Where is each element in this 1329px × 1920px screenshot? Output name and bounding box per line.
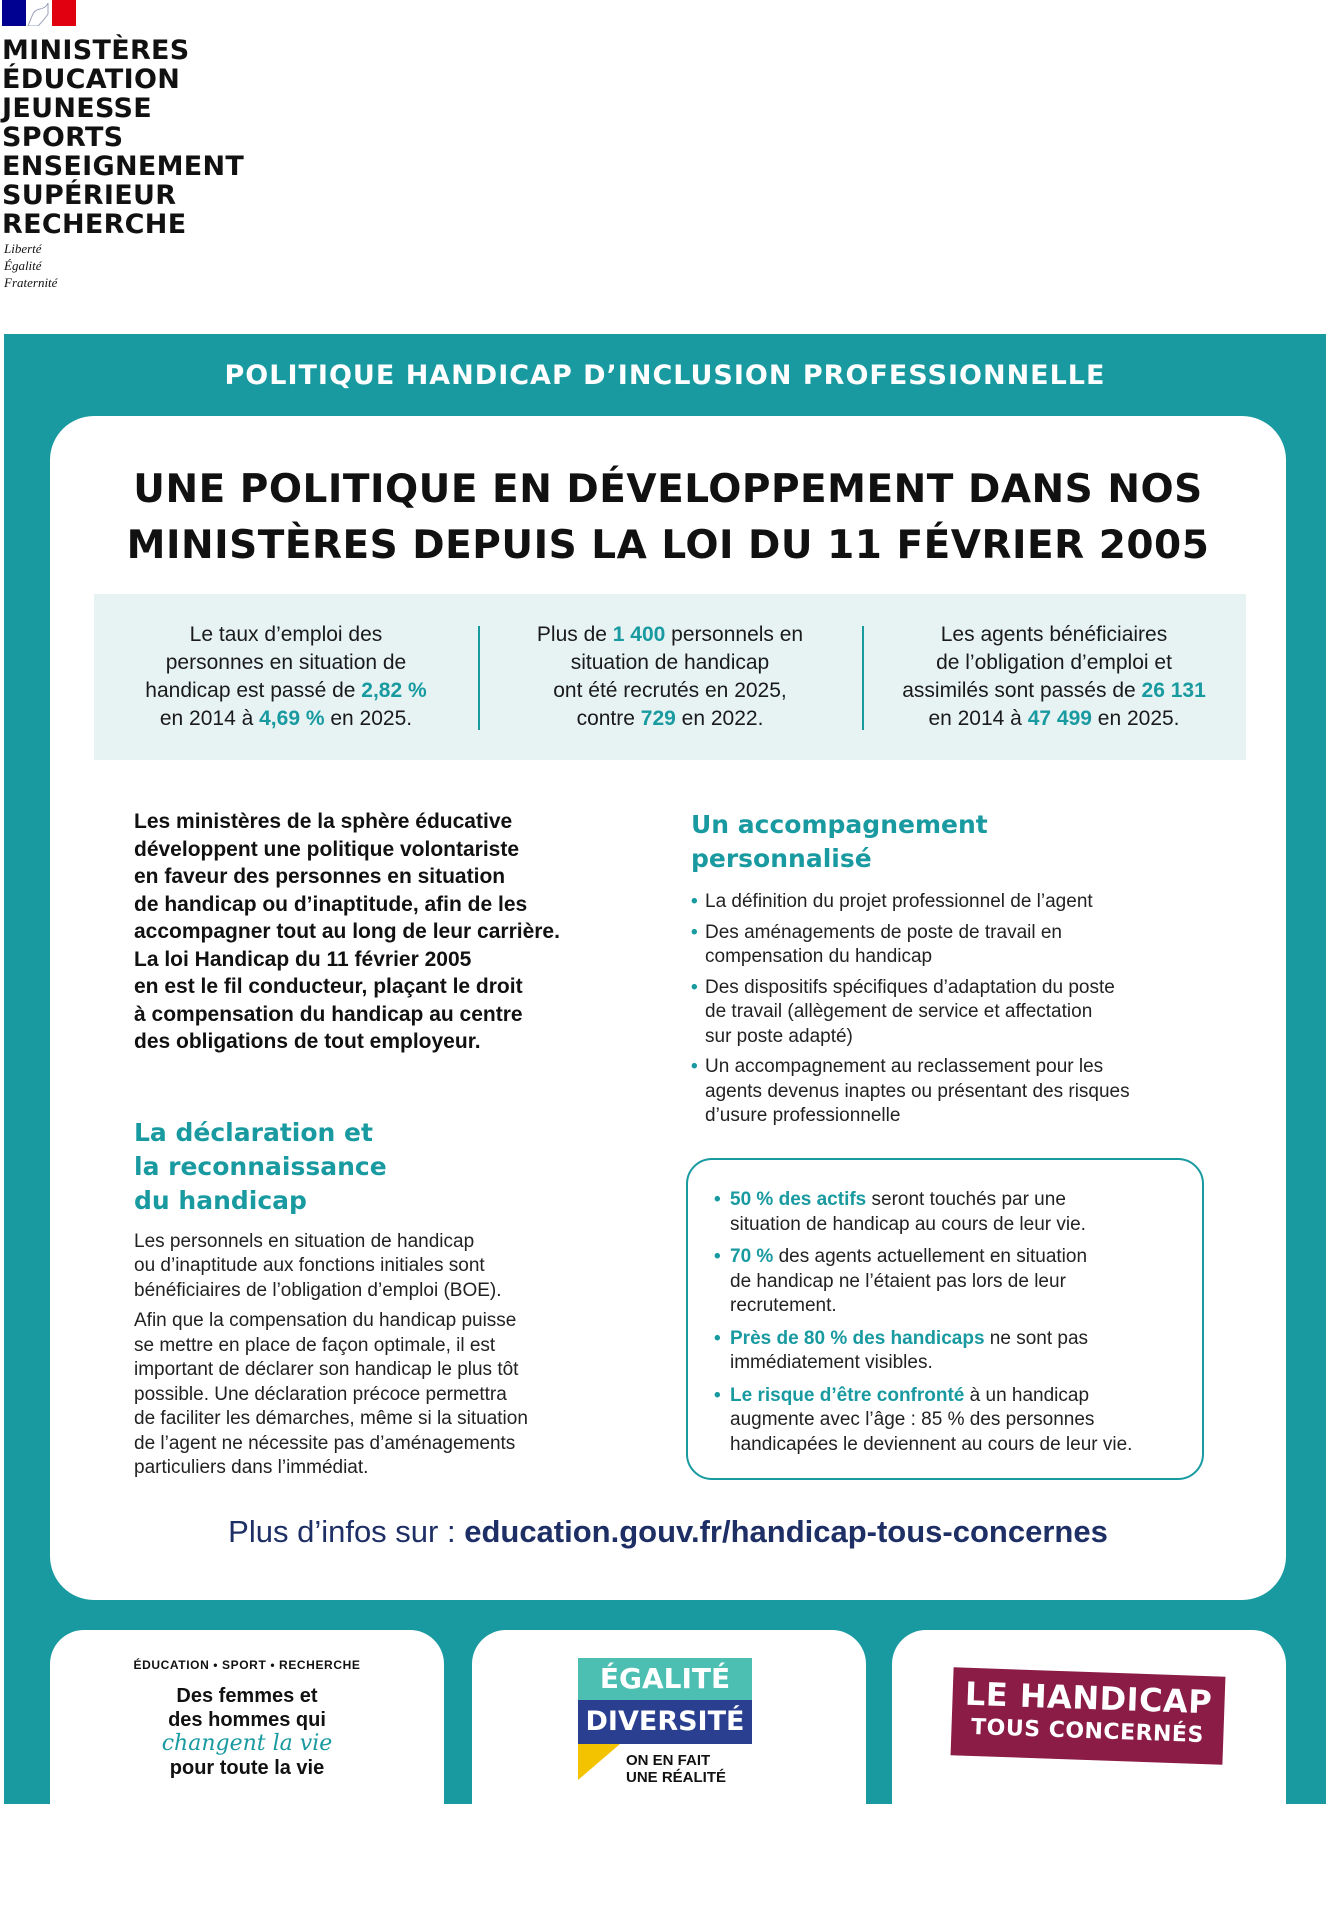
- accompaniment-list: [691, 890, 1251, 1129]
- stats-panel: [94, 594, 1246, 760]
- esr-logo-card: [50, 1630, 444, 1804]
- more-info: [50, 1514, 1286, 1550]
- declaration-paragraph-2: Afin que la compensation du handicap puisse se mettre en place de façon optimale, il est important de déclarer son handicap le plus tôt possible. Une déclaration précoce permettra de faciliter les démarches, même si la situation de l’agent ne nécessite pas d’aménagements particuliers dans l’immédiat.: [134, 1310, 528, 1478]
- accompaniment-title: Un accompagnement personnalisé: [691, 810, 988, 873]
- egalite-subtitle: ON EN FAIT UNE RÉALITÉ: [626, 1752, 727, 1786]
- handicap-logo-card: [892, 1630, 1286, 1804]
- list-item: • Un accompagnement au reclassement pour les agents devenus inaptes ou présentant des risques d’usure professionnelle: [691, 1055, 1251, 1129]
- declaration-paragraph-1: Les personnels en situation de handicap ou d’inaptitude aux fonctions initiales sont bénéficiaires de l’obligation d’emploi (BOE).: [134, 1230, 502, 1301]
- esr-slogan: Des femmes et des hommes qui changent la vie pour toute la vie: [161, 1685, 333, 1779]
- fact-item: • Près de 80 % des handicaps ne sont pas immédiatement visibles.: [714, 1327, 1202, 1376]
- esr-tagline: ÉDUCATION • SPORT • RECHERCHE: [133, 1658, 361, 1672]
- right-column: [691, 808, 1251, 1135]
- more-info-link[interactable]: education.gouv.fr/handicap-tous-concernes: [464, 1514, 1108, 1549]
- egalite-diversite-logo-card: [472, 1630, 866, 1804]
- fact-item: • 50 % des actifs seront touchés par une situation de handicap au cours de leur vie.: [714, 1188, 1202, 1237]
- banner-title: POLITIQUE HANDICAP D’INCLUSION PROFESSIONNELLE: [224, 360, 1106, 391]
- marianne-profile-icon: [26, 0, 52, 26]
- list-item: • Des aménagements de poste de travail en compensation du handicap: [691, 921, 1251, 970]
- facts-box: [686, 1158, 1204, 1480]
- declaration-title: La déclaration et la reconnaissance du handicap: [134, 1117, 387, 1215]
- marianne-logo-mark: [2, 0, 76, 26]
- handicap-tous-concernes-logo: LE HANDICAP TOUS CONCERNÉS: [951, 1667, 1226, 1764]
- stat-beneficiaries: Les agents bénéficiaires de l’obligation d’emploi et assimilés sont passés de 26 131 en 2014 à 47 499 en 2025.: [862, 594, 1246, 760]
- list-item: • La définition du projet professionnel de l’agent: [691, 890, 1251, 915]
- stat-recruitments: Plus de 1 400 personnels en situation de handicap ont été recrutés en 2025, contre 729 en 2022.: [478, 594, 862, 760]
- fact-item: • 70 % des agents actuellement en situation de handicap ne l’étaient pas lors de leur recrutement.: [714, 1245, 1202, 1319]
- diversite-label: DIVERSITÉ: [578, 1700, 752, 1744]
- egalite-label: ÉGALITÉ: [578, 1658, 752, 1700]
- ministry-name: MINISTÈRES ÉDUCATION JEUNESSE SPORTS ENSEIGNEMENT SUPÉRIEUR RECHERCHE: [2, 35, 245, 240]
- list-item: • Des dispositifs spécifiques d’adaptation du poste de travail (allègement de service et affectation sur poste adapté): [691, 976, 1251, 1050]
- left-column: [134, 808, 604, 1481]
- fact-item: • Le risque d’être confronté à un handicap augmente avec l’âge : 85 % des personnes handicapées le deviennent au cours de leur vie.: [714, 1384, 1202, 1458]
- main-card: [50, 416, 1286, 1600]
- intro-paragraph: Les ministères de la sphère éducative développent une politique volontariste en faveur des personnes en situation de handicap ou d’inaptitude, afin de les accompagner tout au long de leur carrière. La loi Handicap du 11 février 2005 en est le fil conducteur, plaçant le droit à compensation du handicap au centre des obligations de tout employeur.: [134, 810, 560, 1053]
- stat-employment-rate: Le taux d’emploi des personnes en situation de handicap est passé de 2,82 % en 2014 à 4,69 % en 2025.: [145, 623, 427, 730]
- more-info-label: Plus d’infos sur :: [228, 1514, 465, 1549]
- headline: UNE POLITIQUE EN DÉVELOPPEMENT DANS NOS MINISTÈRES DEPUIS LA LOI DU 11 FÉVRIER 2005: [126, 467, 1210, 568]
- yellow-triangle-icon: [578, 1744, 620, 1780]
- republic-motto: Liberté Égalité Fraternité: [4, 241, 58, 290]
